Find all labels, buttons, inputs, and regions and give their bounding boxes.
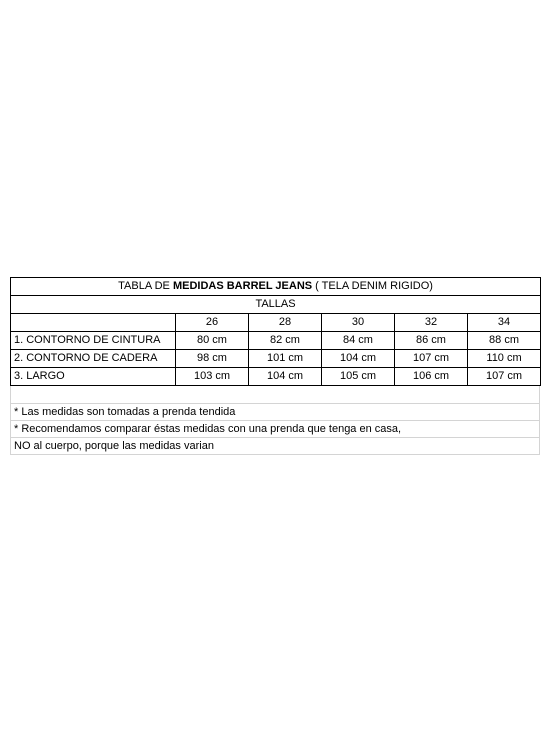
table-row xyxy=(11,368,541,386)
row-label: 1. CONTORNO DE CINTURA xyxy=(11,332,176,350)
table-row xyxy=(11,350,541,368)
measure-cell: 101 cm xyxy=(249,350,322,368)
measure-cell: 107 cm xyxy=(468,368,541,386)
measure-cell: 103 cm xyxy=(176,368,249,386)
size-labels-row xyxy=(11,314,541,332)
measure-cell: 86 cm xyxy=(395,332,468,350)
table-title-row xyxy=(11,278,541,296)
row-label: 2. CONTORNO DE CADERA xyxy=(11,350,176,368)
measure-cell: 98 cm xyxy=(176,350,249,368)
table-title xyxy=(11,278,541,296)
blank-row xyxy=(10,386,540,404)
measure-cell: 106 cm xyxy=(395,368,468,386)
sizes-header-row xyxy=(11,296,541,314)
size-chart-sheet xyxy=(10,277,540,455)
note-line: * Recomendamos comparar éstas medidas con una prenda que tenga en casa, xyxy=(10,421,540,438)
size-label: 30 xyxy=(322,314,395,332)
measure-cell: 107 cm xyxy=(395,350,468,368)
sizes-header: TALLAS xyxy=(11,296,541,314)
measure-cell: 104 cm xyxy=(322,350,395,368)
title-bold: MEDIDAS BARREL JEANS xyxy=(172,280,313,292)
measure-cell: 105 cm xyxy=(322,368,395,386)
notes-section xyxy=(10,386,540,455)
measure-cell: 104 cm xyxy=(249,368,322,386)
note-line: * Las medidas son tomadas a prenda tendida xyxy=(10,404,540,421)
size-label: 34 xyxy=(468,314,541,332)
size-label: 26 xyxy=(176,314,249,332)
measure-cell: 80 cm xyxy=(176,332,249,350)
table-row xyxy=(11,332,541,350)
measure-cell: 110 cm xyxy=(468,350,541,368)
measure-cell: 84 cm xyxy=(322,332,395,350)
measure-cell: 88 cm xyxy=(468,332,541,350)
size-labels-corner xyxy=(11,314,176,332)
size-table xyxy=(10,277,541,386)
size-label: 32 xyxy=(395,314,468,332)
note-line: NO al cuerpo, porque las medidas varian xyxy=(10,438,540,455)
size-label: 28 xyxy=(249,314,322,332)
title-prefix: TABLA DE xyxy=(118,280,173,292)
row-label: 3. LARGO xyxy=(11,368,176,386)
measure-cell: 82 cm xyxy=(249,332,322,350)
title-suffix: ( TELA DENIM RIGIDO) xyxy=(312,280,433,292)
